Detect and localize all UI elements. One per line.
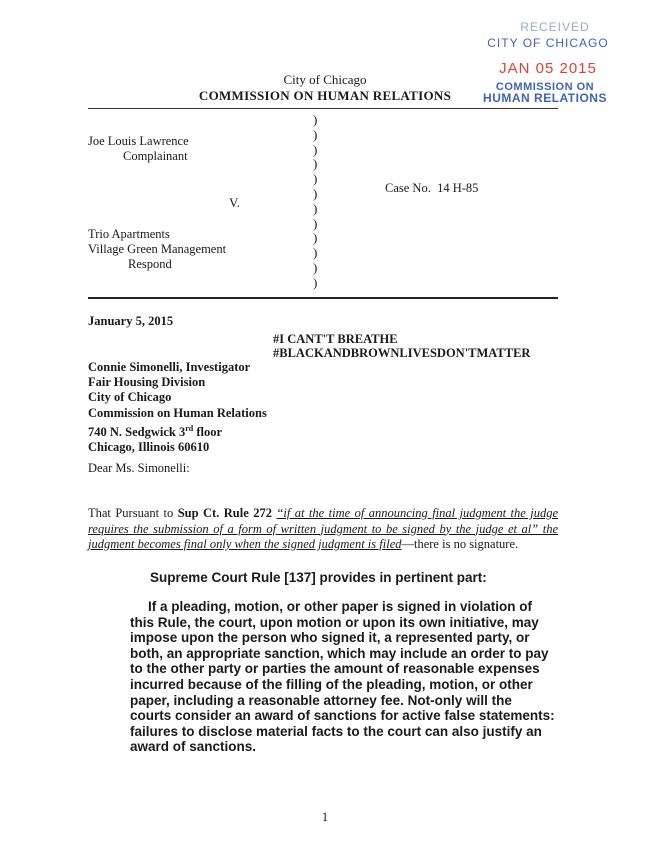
hashtag-1: #I CANT'T BREATHE (273, 332, 398, 346)
address-line-1: Connie Simonelli, Investigator (88, 360, 251, 374)
para-rule: Sup Ct. Rule 272 (177, 506, 272, 520)
received-stamp-commission-line2: HUMAN RELATIONS (483, 91, 607, 105)
para-post: —there is no signature. (401, 537, 519, 551)
body-paragraph (88, 506, 558, 553)
address-street-sup: rd (185, 423, 194, 433)
versus-label: V. (229, 195, 240, 210)
case-number-label: Case No. (385, 181, 431, 195)
caption-parens: ) ) ) ) ) ) ) ) ) ) ) ) (313, 112, 318, 290)
rule-137-quote-text: If a pleading, motion, or other paper is signed in violation of this Rule, the court, upon motion or upon its own initiative, may impose upon the person who signed it, a represented party, or both, an appropriate sanction, which may include an order to pay to the other party or parties the amount of reasonable expenses incurred because of the filling of the pleading, motion, or other paper, including a reasonable attorney fee. Not-only will the courts consider an award of sanctions for active false statements: failures to disclose material facts to the court can also justify an award of sanctions. (130, 599, 555, 755)
address-line-2: Fair Housing Division (88, 375, 206, 390)
case-number-line (385, 181, 478, 196)
address-street-pre: 740 N. Sedgwick 3 (88, 424, 186, 439)
page-number: 1 (321, 810, 329, 824)
address-line-5: Chicago, Illinois 60610 (88, 440, 210, 455)
received-stamp-commission-line1: COMMISSION ON (495, 81, 595, 93)
greeting: Dear Ms. Simonelli: (88, 461, 190, 475)
letter-date: January 5, 2015 (88, 314, 174, 328)
complainant-role: Complainant (123, 149, 188, 163)
complainant-name: Joe Louis Lawrence (88, 134, 189, 148)
address-line-3: City of Chicago (88, 390, 172, 405)
recipient-address (88, 360, 267, 455)
case-number-value: 14 H-85 (437, 181, 479, 195)
received-stamp-date: JAN 05 2015 (499, 60, 597, 77)
respondent-2: Village Green Management (88, 242, 227, 256)
hashtag-2: #BLACKANDBROWNLIVESDON'TMATTER (273, 346, 531, 360)
header-city: City of Chicago (283, 72, 367, 87)
header-commission: COMMISSION ON HUMAN RELATIONS (198, 88, 452, 103)
respondent-role: Respond (128, 257, 172, 271)
para-quote: “if at the time of announcing final judgment the judge requires the submission of a form of written judgment to be signed by the judge et al” the judgment becomes final only when the signed judgment is filed (88, 506, 559, 551)
address-line-street (88, 421, 267, 440)
caption-bottom-rule (88, 297, 558, 299)
rule-137-title: Supreme Court Rule [137] provides in pertinent part: (150, 570, 487, 585)
respondent-1: Trio Apartments (88, 227, 170, 241)
address-line-4: Commission on Human Relations (88, 405, 267, 420)
para-pre: That Pursuant to (88, 506, 178, 520)
address-street-post: floor (193, 424, 223, 439)
caption-top-rule (88, 108, 558, 109)
rule-137-quote (130, 599, 555, 755)
received-stamp-title: RECEIVED (520, 20, 590, 34)
received-stamp-city: CITY OF CHICAGO (487, 36, 609, 50)
